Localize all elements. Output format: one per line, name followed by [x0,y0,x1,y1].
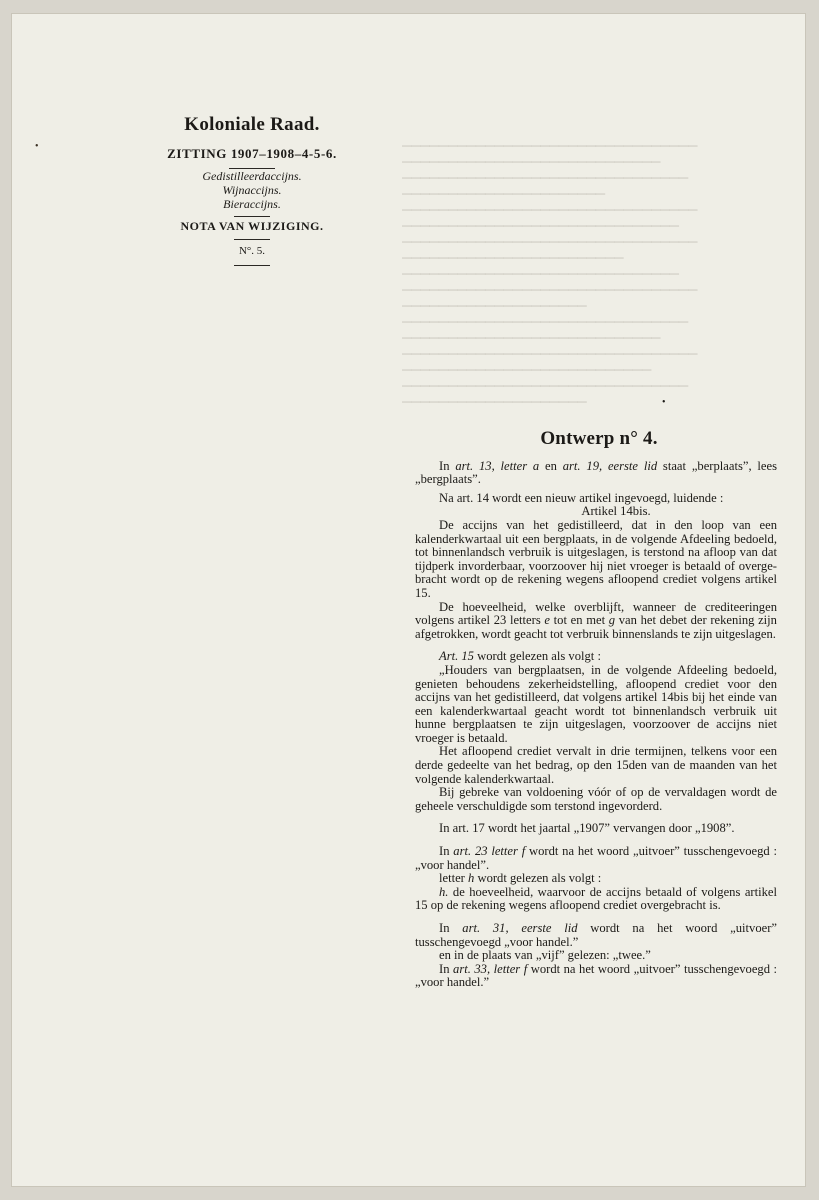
paragraph: In art. 33, letter f wordt na het woord „uitvoer” tusschengevoegd : „voor handel.” [415,961,778,990]
article-heading: Artikel 14bis. [581,504,651,519]
paragraph: en in de plaats van „vijf” gelezen: „twee.” [439,948,651,963]
paragraph: h. de hoeveelheid, waarvoor de accijns betaald of volgens artikel 15 op de rekening wegens afloopend crediet overgebracht is. [415,884,777,913]
council-title: Koloniale Raad. [184,114,320,135]
document-number: N°. 5. [238,245,266,257]
paragraph: In art. 17 wordt het jaartal „1907” vervangen door „1908”. [439,821,735,836]
document-page [12,14,805,1186]
subject-3: Bieraccijns. [223,197,281,211]
paragraph: De accijns van het gedistilleerd, dat in den loop van een kalenderkwartaal uit een bergplaats, in de volgende Afdeeling bedoeld, tot binnenlandsch verbruik is uitgeslagen, is terstond na afloop van dat tijdperk invorderbaar, voorzoover hij niet vroeger is betaald of overgebracht wordt op de rekening wegens afloopend crediet volgens artikel 15. [415,517,777,600]
paragraph: Na art. 14 wordt een nieuw artikel ingevoegd, luidende : [439,490,724,505]
divider [234,216,270,217]
stray-dot: • [662,397,666,408]
divider [234,239,270,240]
paragraph: letter h wordt gelezen als volgt : [439,871,602,886]
nota-title: NOTA VAN WIJZIGING. [180,219,324,233]
paragraph: In art. 31, eerste lid wordt na het woord „uitvoer” tusschengevoegd „voor handel.” [415,921,778,949]
paragraph: In art. 23 letter f wordt na het woord „uitvoer” tusschengevoegd : „voor handel”. [415,844,777,872]
paragraph: In art. 13, letter a en art. 19, eerste lid staat „berplaats”, lees „bergplaats”. [415,458,777,487]
session-line: ZITTING 1907–1908–4-5-6. [167,146,337,161]
subject-1: Gedistilleerdaccijns. [202,169,302,183]
paragraph: Bij gebreke van voldoening vóór of op de vervaldagen wordt de geheele verschuldigde som terstond ingevorderd. [415,785,777,813]
subject-2: Wijnaccijns. [222,183,282,197]
margin-mark: • [35,141,39,152]
paragraph: Het afloopend crediet vervalt in drie termijnen, telkens voor een derde gedeelte van het bedrag, op den 15den van de maanden van het volgende kalenderkwartaal. [415,744,777,786]
document-header [107,114,397,266]
amendment-text [415,428,778,990]
paragraph: De hoeveelheid, welke overblijft, wanneer de crediteeringen volgens artikel 23 letters e tot en met g van het debet der rekening zijn afgetrokken, wordt geacht tot verbruik binnenslands te zijn uitgeslagen. [415,599,777,641]
paragraph: „Houders van bergplaatsen, in de volgende Afdeeling bedoeld, genieten behoudens zekerheidstelling, afloopend crediet voor den accijns van het gedistilleerd, dat volgens artikel 14bis bij het einde van een kalenderkwartaal geacht wordt tot binnenlandsch verbruik uit hunne bergplaatsen te zijn uitgeslagen, voorzoover de accijns niet vroeger is betaald. [415,662,777,745]
divider [234,265,270,266]
draft-heading: Ontwerp n° 4. [540,428,658,449]
bleed-through-text: ▁▁▁▁▁▁▁▁▁▁▁▁▁▁▁▁▁▁▁▁▁▁▁▁▁▁▁▁▁▁▁▁ ▁▁▁▁▁▁▁▁▁▁▁▁▁▁▁▁▁▁▁▁▁▁▁▁▁▁▁▁ ▁▁▁▁▁▁▁▁▁▁▁▁▁▁▁▁▁▁▁▁▁▁▁▁▁▁▁▁▁▁▁ ▁▁▁▁▁▁▁▁▁▁▁▁▁▁▁▁▁▁▁▁▁▁ ▁▁▁▁▁▁▁▁▁▁▁▁▁▁▁▁▁▁▁▁▁▁▁▁▁▁▁▁▁▁▁▁ ▁▁▁▁▁▁▁▁▁▁▁▁▁▁▁▁▁▁▁▁▁▁▁▁▁▁▁▁▁▁ ▁▁▁▁▁▁▁▁▁▁▁▁▁▁▁▁▁▁▁▁▁▁▁▁▁▁▁▁▁▁▁▁ ▁▁▁▁▁▁▁▁▁▁▁▁▁▁▁▁▁▁▁▁▁▁▁▁ ▁▁▁▁▁▁▁▁▁▁▁▁▁▁▁▁▁▁▁▁▁▁▁▁▁▁▁▁▁▁ ▁▁▁▁▁▁▁▁▁▁▁▁▁▁▁▁▁▁▁▁▁▁▁▁▁▁▁▁▁▁▁▁ ▁▁▁▁▁▁▁▁▁▁▁▁▁▁▁▁▁▁▁▁ ▁▁▁▁▁▁▁▁▁▁▁▁▁▁▁▁▁▁▁▁▁▁▁▁▁▁▁▁▁▁▁ ▁▁▁▁▁▁▁▁▁▁▁▁▁▁▁▁▁▁▁▁▁▁▁▁▁▁▁▁ ▁▁▁▁▁▁▁▁▁▁▁▁▁▁▁▁▁▁▁▁▁▁▁▁▁▁▁▁▁▁▁▁ ▁▁▁▁▁▁▁▁▁▁▁▁▁▁▁▁▁▁▁▁▁▁▁▁▁▁▁ ▁▁▁▁▁▁▁▁▁▁▁▁▁▁▁▁▁▁▁▁▁▁▁▁▁▁▁▁▁▁▁ ▁▁▁▁▁▁▁▁▁▁▁▁▁▁▁▁▁▁▁▁ [402,133,698,403]
paragraph: Art. 15 wordt gelezen als volgt : [439,649,601,664]
